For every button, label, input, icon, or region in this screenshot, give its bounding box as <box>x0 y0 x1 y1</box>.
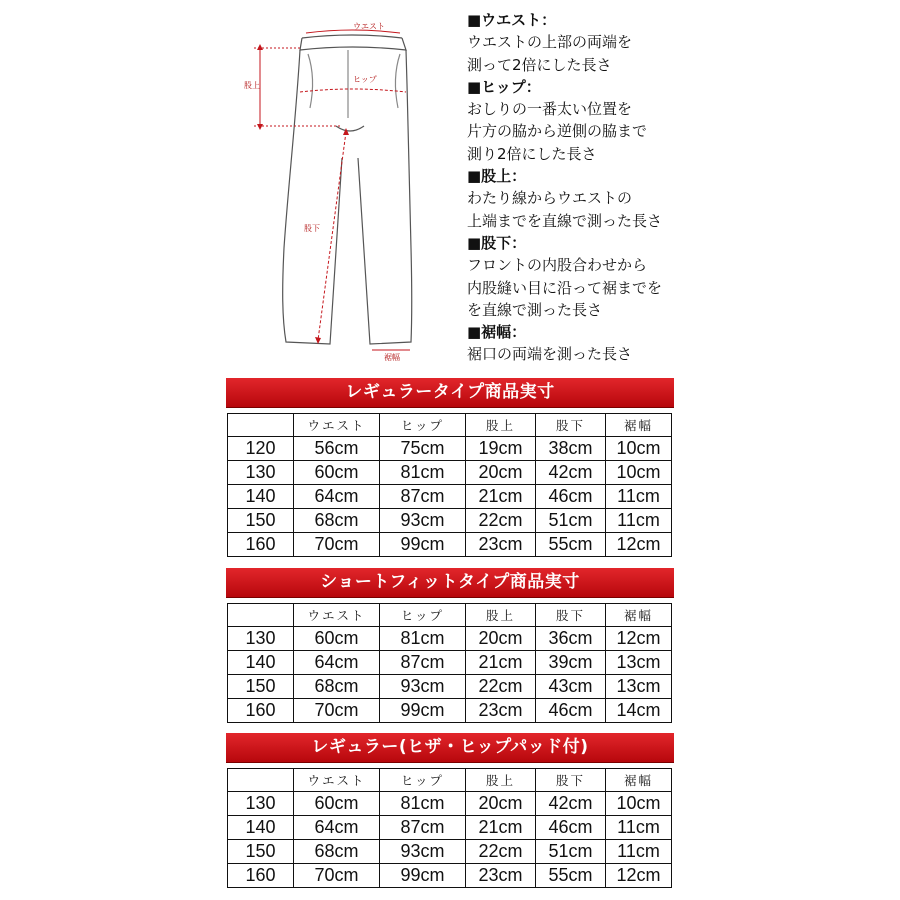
header-cell: 股下 <box>536 769 606 792</box>
value-cell: 10cm <box>606 792 672 816</box>
value-cell: 39cm <box>536 651 606 675</box>
table-row <box>228 533 672 557</box>
size-cell: 140 <box>228 485 294 509</box>
header-cell: ウエスト <box>294 769 380 792</box>
diagram-label-waist: ウエスト <box>353 22 385 31</box>
legend-text: フロントの内股合わせから <box>467 256 648 275</box>
table-header-row <box>228 769 672 792</box>
value-cell: 22cm <box>466 509 536 533</box>
size-cell: 130 <box>228 627 294 651</box>
table-row <box>228 816 672 840</box>
size-cell: 150 <box>228 840 294 864</box>
diagram-label-hem: 裾幅 <box>384 353 400 362</box>
header-cell: 裾幅 <box>606 604 672 627</box>
table-row <box>228 699 672 723</box>
value-cell: 81cm <box>380 792 466 816</box>
value-cell: 20cm <box>466 627 536 651</box>
value-cell: 87cm <box>380 485 466 509</box>
size-section-regular <box>226 378 674 557</box>
value-cell: 46cm <box>536 816 606 840</box>
value-cell: 14cm <box>606 699 672 723</box>
size-cell: 150 <box>228 675 294 699</box>
value-cell: 93cm <box>380 675 466 699</box>
value-cell: 68cm <box>294 675 380 699</box>
size-cell: 130 <box>228 792 294 816</box>
legend-text: おしりの一番太い位置を <box>467 100 633 119</box>
table-row <box>228 627 672 651</box>
value-cell: 55cm <box>536 533 606 557</box>
value-cell: 60cm <box>294 627 380 651</box>
value-cell: 64cm <box>294 485 380 509</box>
value-cell: 13cm <box>606 675 672 699</box>
size-table-short-fit <box>227 603 672 723</box>
value-cell: 81cm <box>380 461 466 485</box>
legend-text: わたり線からウエストの <box>467 189 633 208</box>
value-cell: 93cm <box>380 840 466 864</box>
value-cell: 36cm <box>536 627 606 651</box>
legend-text: 片方の脇から逆側の脇まで <box>467 122 648 141</box>
legend-heading: ■ヒップ： <box>467 77 541 96</box>
legend-text: 裾口の両端を測った長さ <box>467 345 633 364</box>
pants-outline-illustration <box>230 8 440 368</box>
value-cell: 68cm <box>294 509 380 533</box>
value-cell: 13cm <box>606 651 672 675</box>
value-cell: 21cm <box>466 816 536 840</box>
header-cell: 股上 <box>466 604 536 627</box>
value-cell: 11cm <box>606 840 672 864</box>
size-cell: 130 <box>228 461 294 485</box>
value-cell: 10cm <box>606 461 672 485</box>
header-size-cell <box>228 769 294 792</box>
value-cell: 87cm <box>380 651 466 675</box>
legend-heading: ■股下： <box>467 233 527 252</box>
value-cell: 12cm <box>606 533 672 557</box>
size-section-short-fit <box>226 568 674 723</box>
legend-heading: ■ウエスト： <box>467 11 557 29</box>
table-banner-regular: レギュラータイプ商品実寸 <box>226 378 674 407</box>
value-cell: 20cm <box>466 461 536 485</box>
value-cell: 68cm <box>294 840 380 864</box>
measurement-legend <box>467 9 887 366</box>
header-cell: ウエスト <box>294 414 380 437</box>
size-section-padded <box>226 733 674 888</box>
value-cell: 11cm <box>606 816 672 840</box>
header-cell: ヒップ <box>380 604 466 627</box>
value-cell: 64cm <box>294 651 380 675</box>
header-cell: 股下 <box>536 414 606 437</box>
value-cell: 22cm <box>466 840 536 864</box>
value-cell: 12cm <box>606 864 672 888</box>
value-cell: 23cm <box>466 864 536 888</box>
value-cell: 93cm <box>380 509 466 533</box>
value-cell: 70cm <box>294 699 380 723</box>
header-cell: 股上 <box>466 769 536 792</box>
size-cell: 160 <box>228 699 294 723</box>
header-cell: 裾幅 <box>606 769 672 792</box>
value-cell: 19cm <box>466 437 536 461</box>
value-cell: 70cm <box>294 533 380 557</box>
diagram-label-hip: ヒップ <box>353 75 377 84</box>
table-header-row <box>228 604 672 627</box>
table-row <box>228 675 672 699</box>
value-cell: 23cm <box>466 699 536 723</box>
table-row <box>228 864 672 888</box>
value-cell: 20cm <box>466 792 536 816</box>
value-cell: 42cm <box>536 461 606 485</box>
value-cell: 42cm <box>536 792 606 816</box>
legend-text: ウエストの上部の両端を <box>467 33 633 52</box>
pants-measurement-diagram <box>230 8 440 368</box>
value-cell: 10cm <box>606 437 672 461</box>
table-row <box>228 840 672 864</box>
value-cell: 38cm <box>536 437 606 461</box>
legend-text: 内股縫い目に沿って裾までを <box>467 278 663 297</box>
value-cell: 64cm <box>294 816 380 840</box>
value-cell: 51cm <box>536 509 606 533</box>
value-cell: 81cm <box>380 627 466 651</box>
value-cell: 99cm <box>380 533 466 557</box>
size-cell: 160 <box>228 864 294 888</box>
header-cell: 股下 <box>536 604 606 627</box>
legend-heading: ■股上： <box>467 167 527 186</box>
legend-text: 測り2倍にした長さ <box>467 144 597 163</box>
size-cell: 140 <box>228 816 294 840</box>
header-cell: 裾幅 <box>606 414 672 437</box>
value-cell: 70cm <box>294 864 380 888</box>
header-cell: ヒップ <box>380 769 466 792</box>
header-cell: 股上 <box>466 414 536 437</box>
value-cell: 46cm <box>536 485 606 509</box>
header-cell: ヒップ <box>380 414 466 437</box>
value-cell: 22cm <box>466 675 536 699</box>
value-cell: 60cm <box>294 461 380 485</box>
value-cell: 11cm <box>606 485 672 509</box>
legend-heading: ■裾幅： <box>467 323 527 342</box>
size-cell: 160 <box>228 533 294 557</box>
table-banner-short-fit: ショートフィットタイプ商品実寸 <box>226 568 674 597</box>
value-cell: 21cm <box>466 651 536 675</box>
value-cell: 55cm <box>536 864 606 888</box>
legend-text: 上端までを直線で測った長さ <box>467 211 663 230</box>
table-header-row <box>228 414 672 437</box>
legend-text: を直線で測った長さ <box>467 300 603 319</box>
value-cell: 99cm <box>380 699 466 723</box>
table-row <box>228 651 672 675</box>
value-cell: 21cm <box>466 485 536 509</box>
diagram-label-rise: 股上 <box>244 81 260 90</box>
size-table-padded <box>227 768 672 888</box>
value-cell: 23cm <box>466 533 536 557</box>
table-row <box>228 792 672 816</box>
header-cell: ウエスト <box>294 604 380 627</box>
value-cell: 87cm <box>380 816 466 840</box>
value-cell: 99cm <box>380 864 466 888</box>
header-size-cell <box>228 604 294 627</box>
size-cell: 120 <box>228 437 294 461</box>
legend-text: 測って2倍にした長さ <box>467 55 612 74</box>
value-cell: 43cm <box>536 675 606 699</box>
value-cell: 75cm <box>380 437 466 461</box>
table-banner-padded: レギュラー(ヒザ・ヒップパッド付) <box>226 733 674 762</box>
value-cell: 11cm <box>606 509 672 533</box>
value-cell: 51cm <box>536 840 606 864</box>
table-row <box>228 509 672 533</box>
table-row <box>228 485 672 509</box>
table-row <box>228 461 672 485</box>
size-cell: 140 <box>228 651 294 675</box>
value-cell: 56cm <box>294 437 380 461</box>
diagram-label-inseam: 股下 <box>304 224 320 233</box>
size-cell: 150 <box>228 509 294 533</box>
value-cell: 46cm <box>536 699 606 723</box>
header-size-cell <box>228 414 294 437</box>
table-row <box>228 437 672 461</box>
value-cell: 60cm <box>294 792 380 816</box>
size-table-regular <box>227 413 672 557</box>
value-cell: 12cm <box>606 627 672 651</box>
